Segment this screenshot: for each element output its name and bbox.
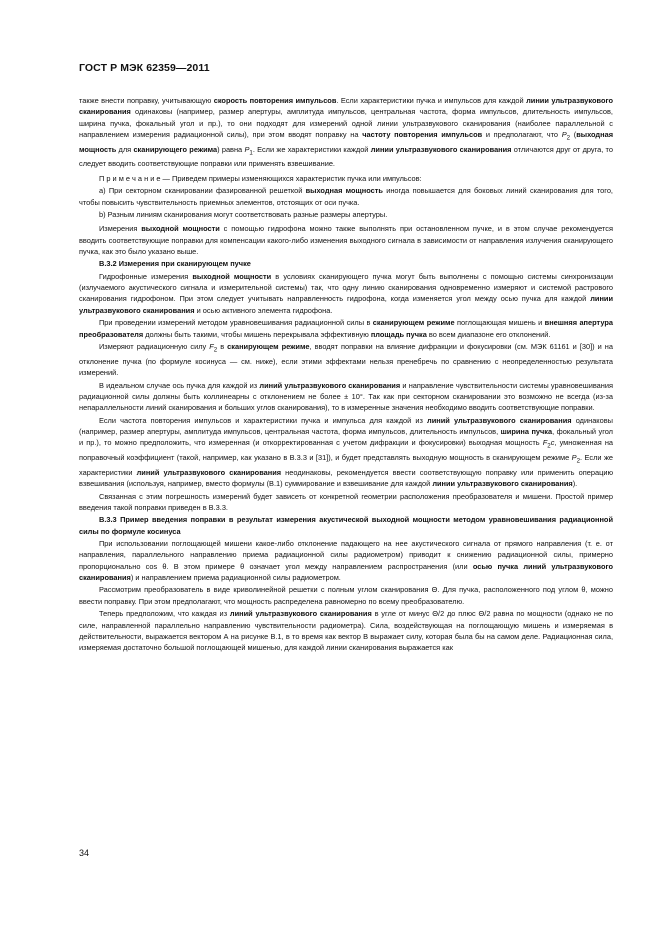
text-run: Гидрофонные измерения [99, 271, 193, 281]
paragraph-p9 [79, 341, 613, 378]
text-run: выходной мощности [141, 224, 220, 234]
paragraph-p7 [79, 271, 613, 316]
text-run: ( [570, 129, 577, 139]
text-run: П р и м е ч а н и е — Приведем примеры изменяющихся характеристик пучка или импульсов: [99, 173, 422, 183]
text-run: сканирующего режима [133, 144, 218, 154]
text-run: и направление чувствительности системы уравновешивания радиационной силы должны быть коллинеарны с отклонением не более ± 10°. Так как при секторном сканировании это возможно не всегда (из-за непараллельности линий сканирования и больших углов сканирования), то в измеренные значения необходимо вводить соответствующие поправки. [79, 380, 613, 413]
text-run: иногда повышается для боковых линий сканирования для того, чтобы повысить чувствительность приемных элементов, отстоящих от оси пучка. [79, 186, 613, 207]
text-run: частоту повторения импульсов [362, 129, 483, 139]
document-header: ГОСТ Р МЭК 62359—2011 [79, 62, 210, 74]
text-run: должны быть такими, чтобы мишень перекрывала эффективную [143, 329, 371, 339]
text-run: с помощью гидрофона можно также выполнять при остановленном пучке, и в этом случае рекомендуется вводить соответствующие поправки для компенсации какого-либо изменения выходного сигнала в зависимости от направления излучения сканирующего пучка, как это было указано выше. [79, 224, 613, 256]
text-run: и осью активного элемента гидрофона. [194, 305, 333, 315]
text-run: 2 [576, 457, 581, 465]
text-run: сканирующем режиме [372, 318, 455, 328]
text-run: и предполагают, что [482, 129, 562, 139]
paragraph-p8 [79, 317, 613, 340]
text-run: ) равна [217, 144, 245, 154]
text-run: Связанная с этим погрешность измерений будет зависеть от конкретной геометрии расположения преобразователя и мишени. Простой пример введения такой поправки приведен в B.3.3. [79, 491, 613, 512]
text-run: 2 [547, 442, 551, 450]
text-run: При проведении измерений методом уравновешивания радиационной силы в [99, 318, 373, 328]
text-run: B.3.3 Пример введения поправки в результат измерения акустической выходной мощности методом уравновешивания радиационной силы по формуле косинуса [79, 515, 613, 536]
paragraph-p14 [79, 538, 613, 583]
text-run: осью пучка линий ультразвукового сканирования [79, 561, 613, 582]
text-run: одинаковы (например, размер апертуры, амплитуда импульсов, центральная частота, форма импульсов, длительность импульсов, [79, 415, 613, 436]
text-run: F [542, 438, 548, 448]
text-run: 2 [566, 134, 571, 142]
text-run: 2 [213, 346, 218, 354]
text-run: ). [572, 479, 578, 489]
text-run: c [550, 438, 555, 448]
text-run: . Если характеристики пучка и импульсов для каждой [336, 96, 527, 105]
paragraph-p10 [79, 380, 613, 414]
text-run: P [244, 144, 250, 154]
text-run: площадь пучка [370, 329, 427, 339]
paragraph-p12 [79, 491, 613, 514]
text-run: одинаковы (например, размер апертуры, амплитуда импульсов, центральная частота, форма импульсов, длительность импульсов, ширина пучка, фокальный угол и пр.), то они подходят для измерений одной линии ультразвукового сканирования (наиболее параллельной с направлением измерения радиационной силы), при этом вводят поправку на [79, 107, 613, 139]
text-run: B.3.2 Измерения при сканирующем пучке [99, 259, 251, 269]
text-run: P [571, 452, 577, 462]
text-run: линии ультразвукового сканирования [79, 96, 613, 117]
page-body [79, 95, 613, 655]
text-run: 1 [249, 149, 253, 157]
paragraph-p3 [79, 185, 613, 208]
text-run: линий ультразвукового сканирования [229, 609, 372, 619]
paragraph-p1 [79, 95, 613, 170]
text-run: . Если же характеристики каждой [252, 144, 371, 154]
text-run: выходная мощность [305, 186, 383, 196]
text-run: P [561, 129, 567, 139]
text-run: также внести поправку, учитывающую [79, 96, 214, 105]
text-run: ) и направлением приема радиационной силы радиометром. [130, 572, 341, 582]
text-run: Теперь предположим, что каждая из [99, 609, 230, 619]
paragraph-p6 [79, 258, 613, 269]
text-run: линии ультразвукового сканирования [432, 479, 573, 489]
text-run: b) Разным линиям сканирования могут соответствовать разные размеры апертуры. [99, 209, 388, 219]
text-run: . Если же характеристики [79, 452, 613, 477]
text-run: линии ультразвукового сканирования [79, 294, 613, 315]
text-run: выходной мощности [192, 271, 272, 281]
text-run: линий ультразвукового сканирования [136, 467, 282, 477]
text-run: отличаются друг от друга, то следует вводить соответствующие поправки или применять взвешивание. [79, 144, 613, 169]
text-run: внешняя апертура преобразователя [79, 318, 613, 339]
text-run: Рассмотрим преобразователь в виде криволинейной решетки с полным углом сканирования Θ. Для пучка, расположенного под углом θ, можно ввести поправку. При этом предполагают, что мощность распределена равномерно по всему преобразователю. [79, 585, 613, 606]
paragraph-p2 [79, 173, 613, 184]
text-run: сканирующем режиме [227, 342, 310, 351]
paragraph-p16 [79, 608, 613, 653]
text-run: скорость повторения импульсов [213, 96, 337, 105]
text-run: , вводят поправки на влияние дифракции и фокусировки (см. МЭК 61161 и [30]) и на отклонение пучка (по формуле косинуса — см. ниже), если этими эффектами нельзя пренебречь по сравнению с неопределенностью результата измерений. [79, 342, 613, 378]
text-run: a) При секторном сканировании фазированной решеткой [99, 186, 306, 196]
text-run: во всем диапазоне его отклонений. [426, 329, 551, 339]
text-run: , умноженная на поправочный коэффициент (такой, например, как указано в B.3.3 и [31]), и будет представлять выходную мощность в сканирующем режиме [79, 438, 614, 462]
paragraph-p15 [79, 584, 613, 607]
paragraph-p11 [79, 415, 613, 490]
text-run: линий ультразвукового сканирования [259, 380, 401, 390]
paragraph-p5 [79, 223, 613, 257]
paragraph-p4 [79, 209, 613, 220]
text-run: линии ультразвукового сканирования [370, 144, 512, 154]
text-run: , фокальный угол и пр.), то можно предположить, что измеренная (и откорректированная с учетом дифракции и фокусировки) выходная мощность [79, 426, 613, 448]
text-run: в [217, 342, 228, 351]
text-run: Измерения [99, 224, 142, 234]
text-run: В идеальном случае ось пучка для каждой из [99, 380, 260, 390]
text-run: поглощающая мишень и [454, 318, 545, 328]
text-run: ширина пучка [500, 426, 553, 436]
text-run: выходная мощность [79, 129, 614, 154]
text-run: F [209, 342, 214, 351]
text-run: линий ультразвукового сканирования [427, 415, 572, 425]
text-run: неодинаковы, рекомендуется ввести соответствующую поправку или применить операцию взвешивания (используя, например, вместо формулы (B.1) суммирование и взвешивание для каждой [79, 467, 613, 489]
page-number: 34 [79, 848, 90, 858]
text-run: в условиях сканирующего пучка могут быть выполнены с помощью системы синхронизации (излучаемого акустического сигнала и измерительной системы) так, что одну линию сканирования одновременно измеряют и системой растрового сканирования гидрофоном. При этом следует учитывать направленность гидрофона, когда изменяется угол между осью пучка для каждой [79, 271, 613, 304]
text-run: Если частота повторения импульсов и характеристики пучка и импульса для каждой из [99, 415, 428, 425]
text-run: При использовании поглощающей мишени какое-либо отклонение падающего на нее акустического сигнала от прямого направления (т. е. от направления, параллельного направлению приема радиационной силы радиометром) приводит к снижению радиационной силы, примерно пропорционально cos θ. В этом примере θ означает угол между направлением распространения (или [79, 539, 613, 571]
text-run: для [116, 144, 134, 154]
text-run: Измеряют радиационную силу [99, 342, 210, 351]
text-run: в угле от минус Θ/2 до плюс Θ/2 равна по мощности (однако не по силе, направленной параллельно направлению чувствительности радиометра). Сила, воздействующая на поглощающую мишень и измеряемая в действительности, выражается вектором А на рисунке B.1, в то время как вектор B выражает силу, которая была бы на самом деле. Радиационная сила, измеряемая достаточно большой поглощающей мишенью, для каждой линии сканирования выражается как [79, 609, 614, 653]
paragraph-p13 [79, 514, 613, 537]
